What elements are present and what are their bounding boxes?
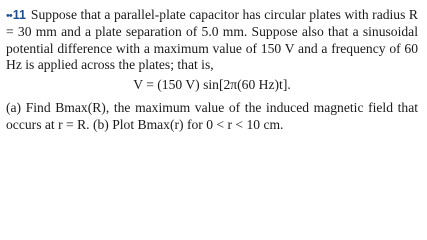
part-b-text: (b) Plot Bmax(r) for 0 < r < 10 cm. — [92, 116, 284, 132]
problem-number: 11 — [12, 8, 26, 22]
problem-intro — [6, 7, 418, 73]
problem-block — [6, 7, 418, 133]
problem-parts — [6, 100, 418, 133]
problem-intro-text: Suppose that a parallel-plate capacitor has circular plates with radius R = 30 mm and a plate separation of 5.0 mm. Suppose also that a sinusoidal potential difference with a maximum value of 150 V and a frequency of 60 Hz is applied across the plates; that is, — [6, 7, 418, 72]
potential-equation: V = (150 V) sin[2π(60 Hz)t]. — [133, 77, 291, 93]
part-a-text: (a) Find Bmax(R), the maximum value of the induced magnetic field that occurs at r = R. — [6, 100, 418, 132]
difficulty-marker: •• — [6, 10, 12, 22]
